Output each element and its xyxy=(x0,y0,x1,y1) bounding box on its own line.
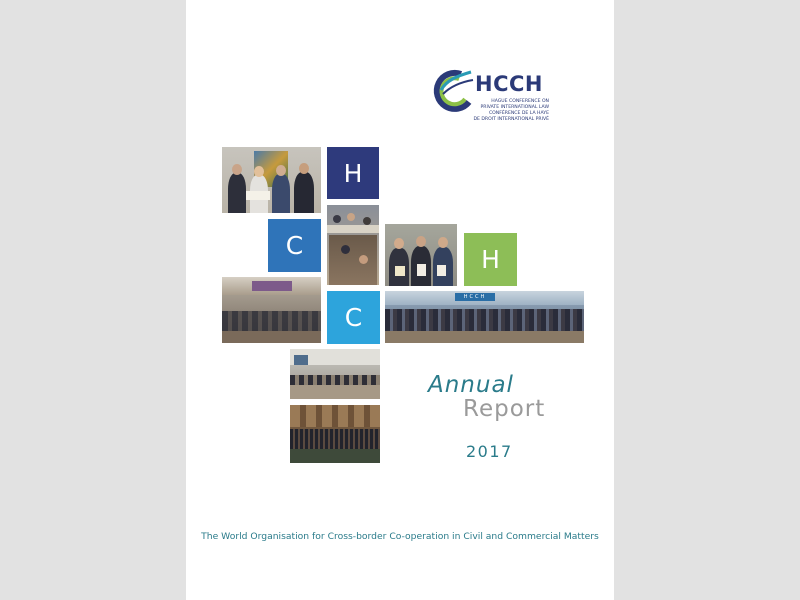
photo-conference-hall xyxy=(222,277,321,343)
photo-assembly-hall xyxy=(385,291,584,343)
tile-letter-h-green xyxy=(464,233,517,286)
logo-line-1: HAGUE CONFERENCE ON xyxy=(491,99,549,104)
title-annual: Annual xyxy=(428,372,514,398)
tile-letter-c-light xyxy=(327,291,380,344)
photo-document-signing xyxy=(385,224,457,286)
tagline: The World Organisation for Cross-border Co-operation in Civil and Commercial Matters xyxy=(201,531,599,542)
photo-meeting-room xyxy=(290,349,380,399)
logo-wordmark: HCCH xyxy=(475,72,543,96)
tile-letter: H xyxy=(343,158,363,188)
photo-signing-ceremony xyxy=(222,147,321,213)
tile-letter: C xyxy=(285,231,304,260)
tile-letter-c xyxy=(268,219,321,272)
logo-line-4: DE DROIT INTERNATIONAL PRIVÉ xyxy=(473,117,549,122)
title-report: Report xyxy=(463,396,546,422)
title-year: 2017 xyxy=(466,442,513,461)
tile-letter: H xyxy=(481,245,500,274)
photo-group-ornate-hall xyxy=(290,405,380,463)
hcch-logo xyxy=(431,68,561,130)
tile-letter-h xyxy=(327,147,379,199)
photo-meeting-table xyxy=(327,205,379,285)
tile-letter: C xyxy=(344,303,363,332)
logo-line-3: CONFÉRENCE DE LA HAYE xyxy=(488,111,549,116)
logo-line-2: PRIVATE INTERNATIONAL LAW xyxy=(480,105,549,110)
assembly-banner: HCCH xyxy=(455,293,495,301)
